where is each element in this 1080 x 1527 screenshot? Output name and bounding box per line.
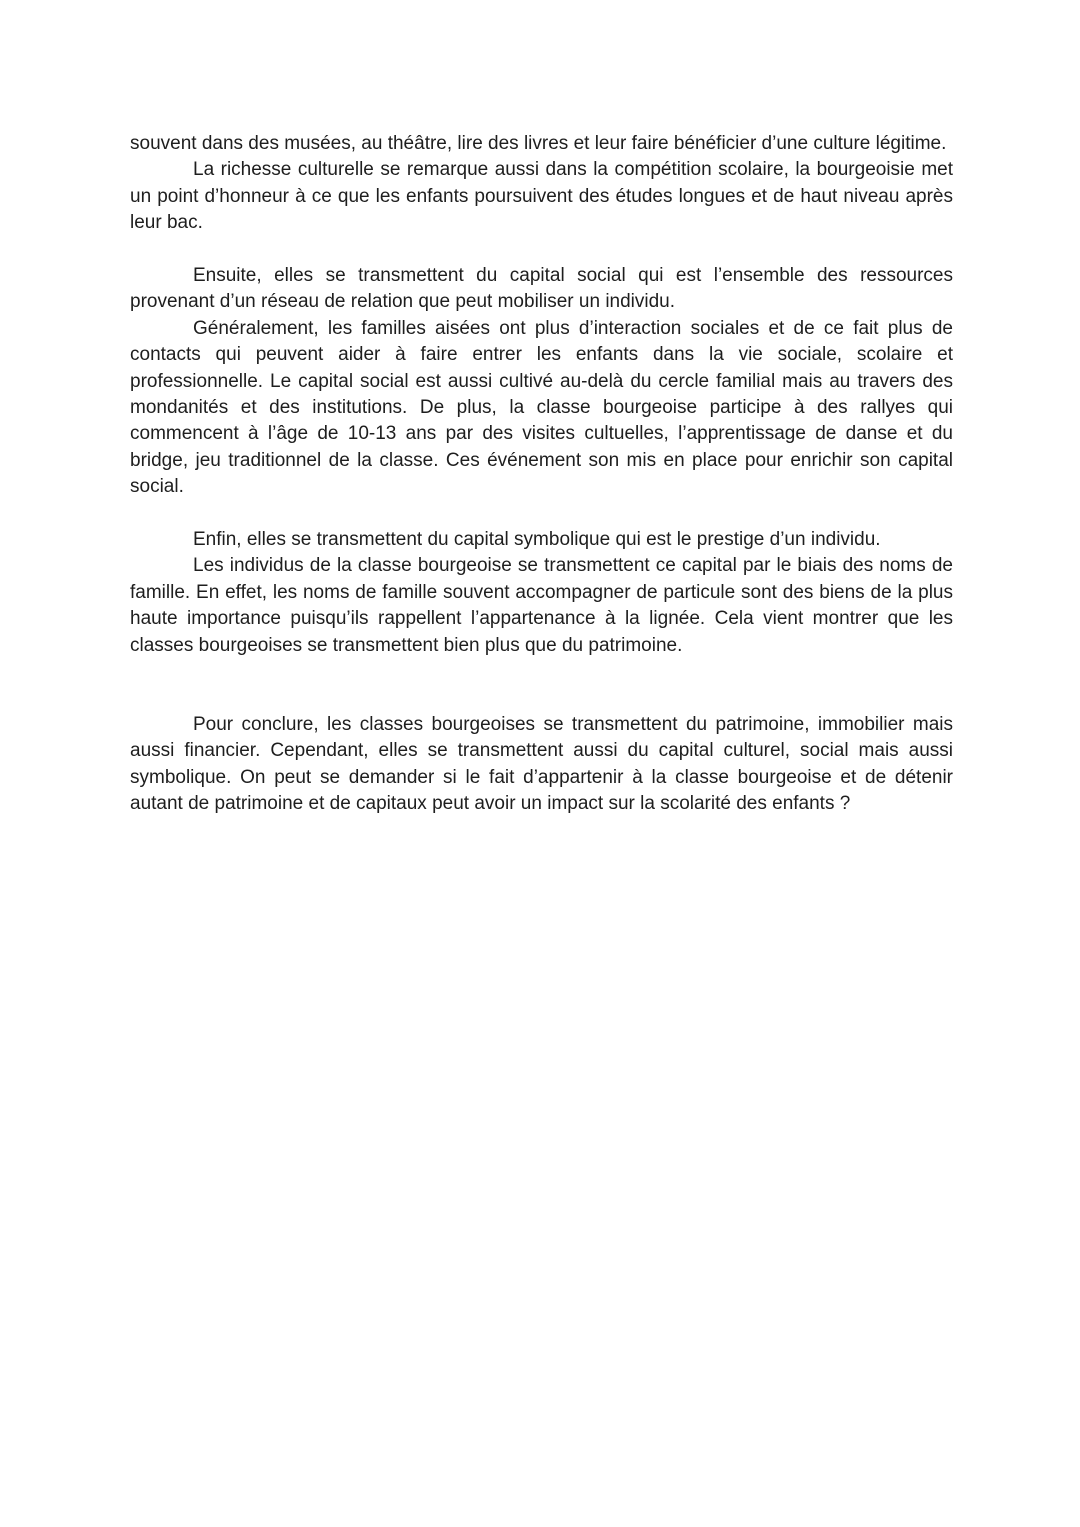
paragraph-social-capital-intro: Ensuite, elles se transmettent du capital social qui est l’ensemble des ressources provenant d’un réseau de relation que peut mobiliser un individu. (130, 265, 953, 313)
paragraph-spacer (130, 501, 953, 527)
paragraph-symbolic-capital-detail: Les individus de la classe bourgeoise se transmettent ce capital par le biais des noms de famille. En effet, les noms de famille souvent accompagner de particule sont des biens de la plus haute importance puisqu’ils rappellent l’appartenance à la lignée. Cela vient montrer que les classes bourgeoises se transmettent bien plus que du patrimoine. (130, 555, 953, 656)
paragraph-social-capital-detail: Généralement, les familles aisées ont plus d’interaction sociales et de ce fait plus de contacts qui peuvent aider à faire entrer les enfants dans la vie sociale, scolaire et professionnelle. Le capital social est aussi cultivé au-delà du cercle familial mais au travers des mondanités et des institutions. De plus, la classe bourgeoise participe à des rallyes qui commencent à l’âge de 10-13 ans par des visites cultuelles, l’apprentissage de danse et du bridge, jeu traditionnel de la classe. Ces événement son mis en place pour enrichir son capital social. (130, 317, 953, 498)
paragraph-conclusion: Pour conclure, les classes bourgeoises se transmettent du patrimoine, immobilier mais aussi financier. Cependant, elles se transmettent aussi du capital culturel, social mais aussi symbolique. On peut se demander si le fait d’appartenir à la classe bourgeoise et de détenir autant de patrimoine et de capitaux peut avoir un impact sur la scolarité des enfants ? (130, 713, 953, 815)
paragraph-spacer (130, 659, 953, 712)
paragraph-spacer (130, 237, 953, 263)
paragraph-continuation: souvent dans des musées, au théâtre, lire des livres et leur faire bénéficier d’une culture légitime. (130, 133, 947, 154)
paragraph-symbolic-capital-intro: Enfin, elles se transmettent du capital symbolique qui est le prestige d’un individu. (193, 529, 881, 551)
paragraph-cultural-competition: La richesse culturelle se remarque aussi dans la compétition scolaire, la bourgeoisie met un point d’honneur à ce que les enfants poursuivent des études longues et de haut niveau après leur bac. (130, 159, 953, 234)
document-page (130, 131, 953, 818)
